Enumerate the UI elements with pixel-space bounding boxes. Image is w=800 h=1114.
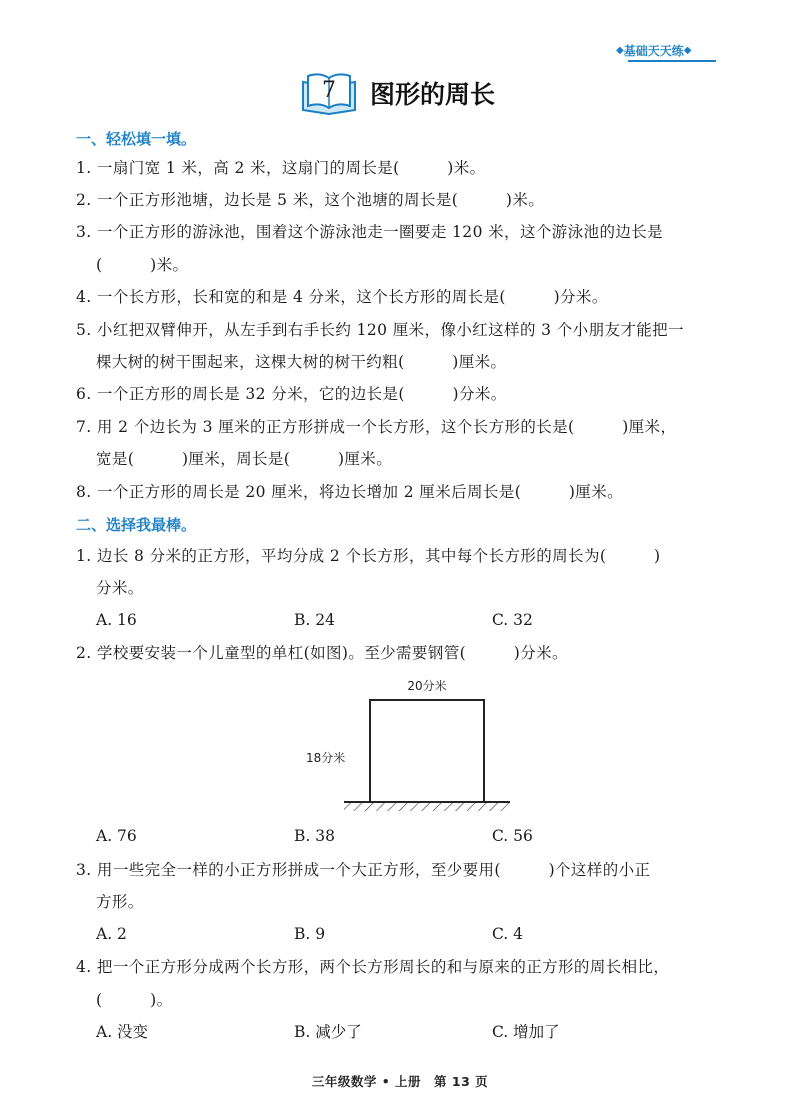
question-1-5-cont: 棵大树的树干围起来，这棵大树的树干约粗( )厘米。 <box>96 353 507 371</box>
question-2-4-cont: ( )。 <box>96 991 173 1009</box>
question-1-8: 8. 一个正方形的周长是 20 厘米，将边长增加 2 厘米后周长是( )厘米。 <box>76 483 624 501</box>
question-2-3: 3. 用一些完全一样的小正方形拼成一个大正方形，至少要用( )个这样的小正 <box>76 861 651 879</box>
horizontal-bar-diagram <box>300 672 530 812</box>
section-1-heading: 一、轻松填一填。 <box>76 130 197 148</box>
option-b: B. 38 <box>294 827 335 845</box>
option-a: A. 76 <box>96 827 137 845</box>
question-1-5: 5. 小红把双臂伸开，从左手到右手长约 120 厘米，像小红这样的 3 个小朋友才能把一 <box>76 321 684 339</box>
option-a: A. 2 <box>96 925 127 943</box>
diamond-icon: ◆ <box>683 44 692 56</box>
question-1-2: 2. 一个正方形池塘，边长是 5 米，这个池塘的周长是( )米。 <box>76 191 545 209</box>
option-c: C. 32 <box>492 611 533 629</box>
book-icon <box>300 70 358 116</box>
badge-underline <box>628 60 716 62</box>
question-2-3-cont: 方形。 <box>96 893 144 911</box>
bar-frame <box>370 700 484 802</box>
question-2-1: 1. 边长 8 分米的正方形，平均分成 2 个长方形，其中每个长方形的周长为( ) <box>76 547 661 565</box>
diamond-icon: ◆ <box>616 44 624 56</box>
page-title: 图形的周长 <box>370 80 496 109</box>
option-b: B. 减少了 <box>294 1023 362 1041</box>
badge-text: 基础天天练 <box>623 43 684 58</box>
option-a: A. 16 <box>96 611 137 629</box>
question-1-4: 4. 一个长方形，长和宽的和是 4 分米，这个长方形的周长是( )分米。 <box>76 288 608 306</box>
top-dimension-label: 20分米 <box>407 679 447 693</box>
lesson-header <box>300 70 495 116</box>
question-1-6: 6. 一个正方形的周长是 32 分米，它的边长是( )分米。 <box>76 385 507 403</box>
option-a: A. 没变 <box>96 1023 149 1041</box>
option-c: C. 4 <box>492 925 524 943</box>
question-1-1: 1. 一扇门宽 1 米，高 2 米，这扇门的周长是( )米。 <box>76 159 486 177</box>
question-1-7-cont: 宽是( )厘米，周长是( )厘米。 <box>96 450 393 468</box>
option-c: C. 增加了 <box>492 1023 560 1041</box>
question-1-3-cont: ( )米。 <box>96 256 189 274</box>
side-dimension-label: 18分米 <box>306 751 346 765</box>
question-2-2: 2. 学校要安装一个儿童型的单杠(如图)。至少需要钢管( )分米。 <box>76 644 568 662</box>
question-2-4: 4. 把一个正方形分成两个长方形，两个长方形周长的和与原来的正方形的周长相比， <box>76 958 670 976</box>
section-2-heading: 二、选择我最棒。 <box>76 516 197 534</box>
page-footer: 三年级数学 • 上册 第 13 页 <box>311 1074 489 1089</box>
option-c: C. 56 <box>492 827 533 845</box>
option-b: B. 24 <box>294 611 335 629</box>
series-badge <box>616 40 728 60</box>
ground-hatch <box>344 803 510 811</box>
question-2-1-cont: 分米。 <box>96 579 144 597</box>
option-b: B. 9 <box>294 925 326 943</box>
question-1-7: 7. 用 2 个边长为 3 厘米的正方形拼成一个长方形，这个长方形的长是( )厘米， <box>76 418 677 436</box>
question-1-3: 3. 一个正方形的游泳池，围着这个游泳池走一圈要走 120 米，这个游泳池的边长是 <box>76 223 664 241</box>
lesson-number: 7 <box>322 78 336 103</box>
